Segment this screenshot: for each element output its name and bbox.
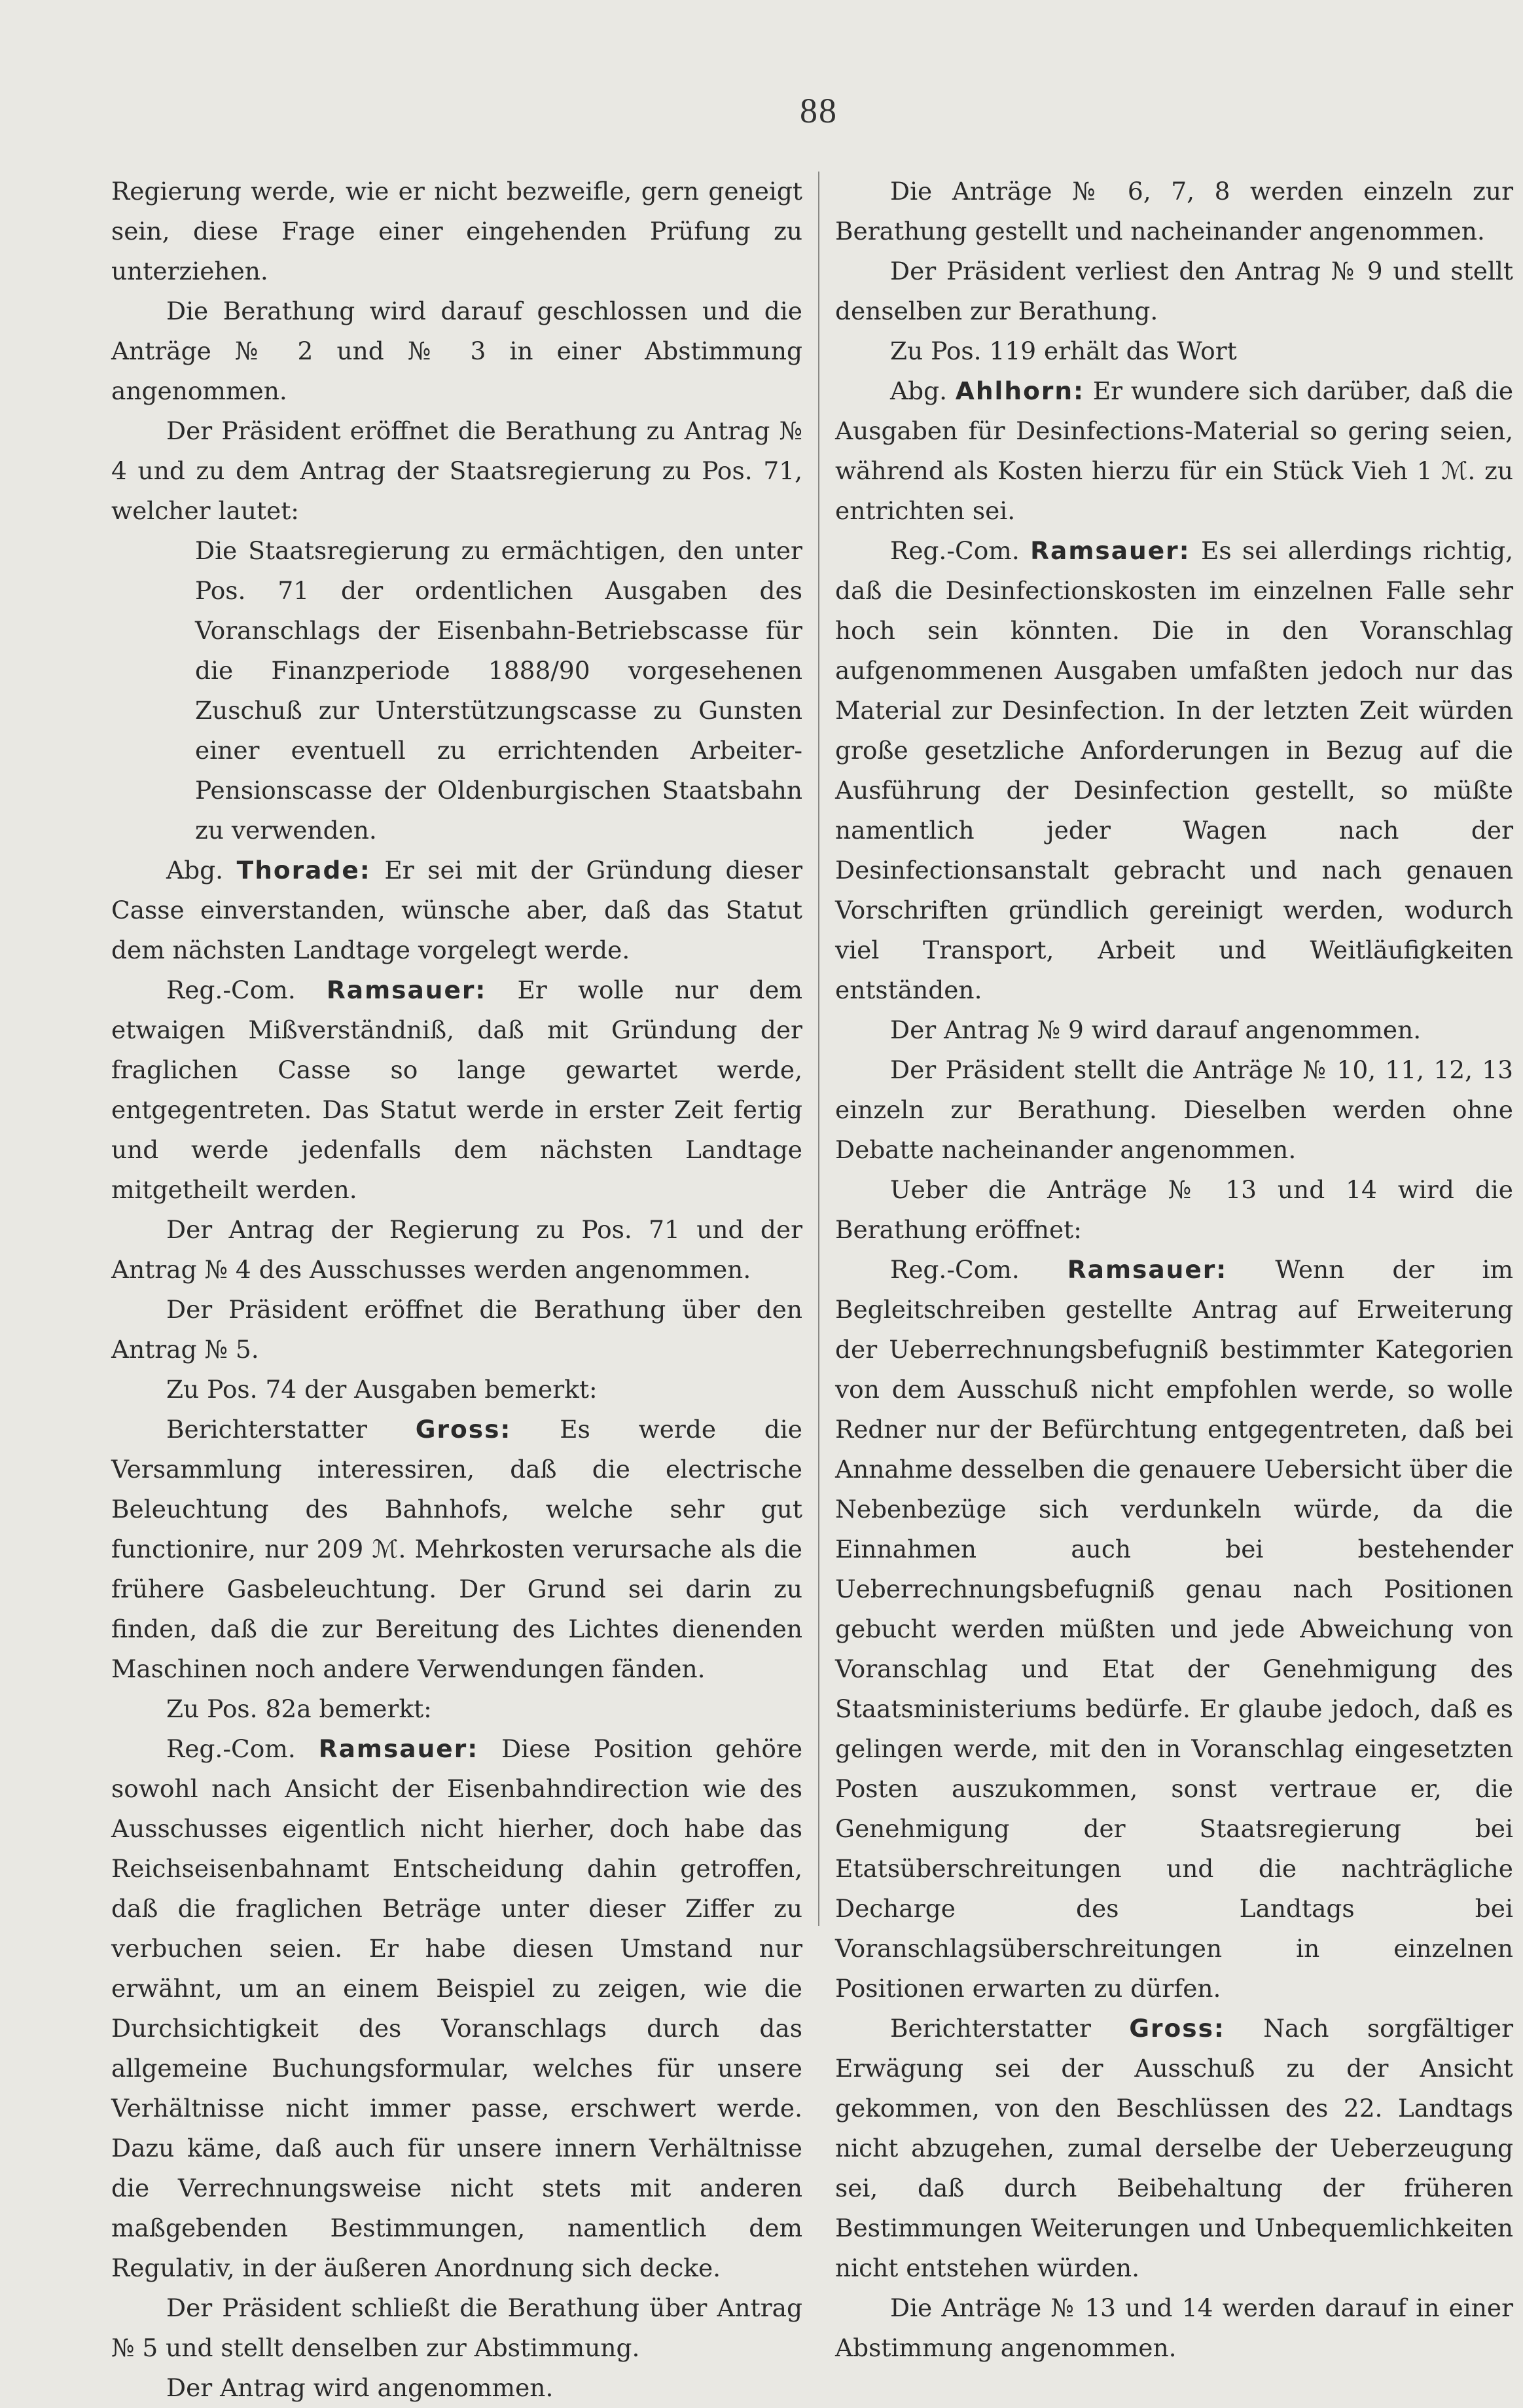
paragraph bbox=[111, 411, 802, 531]
paragraph-text: Ueber die Anträge № 13 und 14 wird die Berathung eröffnet: bbox=[835, 1175, 1513, 1244]
paragraph-text: Zu Pos. 119 erhält das Wort bbox=[890, 337, 1237, 365]
paragraph-text: Der Präsident stellt die Anträge № 10, 11, 12, 13 einzeln zur Berathung. Dieselben werden ohne Debatte nacheinander angenommen. bbox=[835, 1055, 1513, 1164]
speaker-role: Abg. bbox=[166, 856, 224, 885]
speaker-name: Gross: bbox=[1129, 2014, 1225, 2043]
paragraph bbox=[111, 1410, 802, 1689]
paragraph-text: Es sei allerdings richtig, daß die Desinfectionskosten im einzelnen Falle sehr hoch sein könnten. Die in den Voranschlag aufgenommenen Ausgaben umfaßten jedoch nur das Material zur Desinfection. In der letzten Zeit würden große gesetzliche Anforderungen in Bezug auf die Ausführung der Desinfection gestellt, so müßte namentlich jeder Wagen nach der Desinfectionsanstalt gebracht und nach genauen Vorschriften gründlich gereinigt werden, wodurch viel Transport, Arbeit und Weitläufigkeiten entständen. bbox=[835, 536, 1514, 1004]
paragraph-text: Der Präsident eröffnet die Berathung über den Antrag № 5. bbox=[111, 1295, 802, 1364]
paragraph bbox=[835, 371, 1513, 531]
speaker-role: Reg.-Com. bbox=[166, 1734, 296, 1763]
paragraph-text: Der Präsident eröffnet die Berathung zu Antrag № 4 und zu dem Antrag der Staatsregierung zu Pos. 71, welcher lautet: bbox=[111, 416, 802, 525]
paragraph bbox=[111, 1210, 802, 1290]
page-number: 88 bbox=[800, 91, 838, 130]
paragraph-text: Der Präsident verliest den Antrag № 9 und stellt denselben zur Berathung. bbox=[835, 257, 1513, 325]
paragraph-text: Es werde die Versammlung interessiren, daß die electrische Beleuchtung des Bahnhofs, welche sehr gut functionire, nur 209 ℳ. Mehrkosten verursache als die frühere Gasbeleuchtung. Der Grund sei darin zu finden, daß die zur Bereitung des Lichtes dienenden Maschinen noch andere Verwendungen fänden. bbox=[111, 1415, 802, 1683]
right-column bbox=[835, 172, 1513, 2368]
paragraph bbox=[111, 2368, 802, 2408]
paragraph bbox=[111, 2288, 802, 2368]
paragraph-text: Der Präsident schließt die Berathung über Antrag № 5 und stellt denselben zur Abstimmung. bbox=[111, 2293, 802, 2362]
paragraph-text: Wenn der im Begleitschreiben gestellte Antrag auf Erweiterung der Ueberrechnungsbefugniß bestimmter Kategorien von dem Ausschuß nicht empfohlen werde, so wolle Redner nur der Befürchtung entgegentreten, daß bei Annahme desselben die genauere Uebersicht über die Nebenbezüge sich verdunkeln würde, da die Einnahmen auch bei bestehender Ueberrechnungsbefugniß genau nach Positionen gebucht werden müßten und jede Abweichung von Voranschlag und Etat der Genehmigung des Staatsministeriums bedürfe. Er glaube jedoch, daß es gelingen werde, mit den in Voranschlag eingesetzten Posten auszukommen, sonst vertraue er, die Genehmigung der Staatsregierung bei Etatsüberschreitungen und die nachträgliche Decharge des Landtags bei Voranschlagsüberschreitungen in einzelnen Positionen erwarten zu dürfen. bbox=[835, 1255, 1514, 2003]
paragraph bbox=[835, 251, 1513, 331]
speaker-role: Reg.-Com. bbox=[890, 1255, 1020, 1284]
paragraph-text: Er wolle nur dem etwaigen Mißverständniß, daß mit Gründung der fraglichen Casse so lange gewartet werde, entgegentreten. Das Statut werde in erster Zeit fertig und werde jedenfalls dem nächsten Landtage mitgetheilt werden. bbox=[111, 976, 803, 1204]
speaker-name: Ahlhorn: bbox=[955, 376, 1085, 405]
paragraph bbox=[111, 1290, 802, 1370]
paragraph bbox=[835, 531, 1513, 1010]
paragraph bbox=[835, 1010, 1513, 1050]
paragraph bbox=[835, 172, 1513, 251]
paragraph-text: Der Antrag № 9 wird darauf angenommen. bbox=[890, 1015, 1422, 1044]
speaker-name: Thorade: bbox=[236, 856, 371, 885]
paragraph bbox=[111, 1689, 802, 1729]
speaker-name: Ramsauer: bbox=[1030, 536, 1191, 565]
paragraph bbox=[835, 2288, 1513, 2368]
paragraph bbox=[835, 2009, 1513, 2288]
paragraph-text: Zu Pos. 74 der Ausgaben bemerkt: bbox=[166, 1375, 598, 1404]
speaker-role: Reg.-Com. bbox=[890, 536, 1020, 565]
speaker-role: Abg. bbox=[890, 376, 948, 405]
paragraph-text: Die Anträge № 13 und 14 werden darauf in einer Abstimmung angenommen. bbox=[835, 2293, 1513, 2362]
speaker-role: Reg.-Com. bbox=[166, 976, 296, 1004]
paragraph bbox=[111, 970, 802, 1210]
paragraph-text: Der Antrag der Regierung zu Pos. 71 und der Antrag № 4 des Ausschusses werden angenommen. bbox=[111, 1215, 802, 1284]
paragraph-text: Die Anträge № 6, 7, 8 werden einzeln zur Berathung gestellt und nacheinander angenommen. bbox=[835, 177, 1513, 246]
paragraph-text: Der Antrag wird angenommen. bbox=[166, 2373, 554, 2402]
paragraph bbox=[835, 331, 1513, 371]
paragraph-continuation bbox=[111, 172, 802, 291]
paragraph-text: Nach sorgfältiger Erwägung sei der Ausschuß zu der Ansicht gekommen, von den Beschlüssen des 22. Landtags nicht abzugehen, zumal derselbe der Ueberzeugung sei, daß durch Beibehaltung der früheren Bestimmungen Weiterungen und Unbequemlichkeiten nicht entstehen würden. bbox=[835, 2014, 1514, 2282]
quoted-motion bbox=[195, 531, 802, 850]
paragraph bbox=[835, 1050, 1513, 1170]
paragraph-text: Regierung werde, wie er nicht bezweifle, gern geneigt sein, diese Frage einer eingehenden Prüfung zu unterziehen. bbox=[111, 177, 802, 285]
speaker-name: Gross: bbox=[415, 1415, 512, 1444]
speaker-name: Ramsauer: bbox=[318, 1734, 479, 1763]
paragraph-text: Er wundere sich darüber, daß die Ausgaben für Desinfections-Material so gering seien, während als Kosten hierzu für ein Stück Vieh 1 ℳ. zu entrichten sei. bbox=[835, 376, 1514, 525]
paragraph-text: Die Berathung wird darauf geschlossen und die Anträge № 2 und № 3 in einer Abstimmung angenommen. bbox=[111, 297, 802, 405]
paragraph bbox=[111, 1729, 802, 2288]
paragraph bbox=[835, 1250, 1513, 2009]
column-divider bbox=[818, 172, 819, 1926]
paragraph-text: Er sei mit der Gründung dieser Casse einverstanden, wünsche aber, daß das Statut dem nächsten Landtage vorgelegt werde. bbox=[111, 856, 803, 964]
speaker-role: Berichterstatter bbox=[890, 2014, 1091, 2043]
paragraph-text: Zu Pos. 82a bemerkt: bbox=[166, 1694, 432, 1723]
paragraph bbox=[111, 291, 802, 411]
speaker-name: Ramsauer: bbox=[326, 976, 487, 1004]
paragraph bbox=[111, 1370, 802, 1410]
speaker-name: Ramsauer: bbox=[1067, 1255, 1228, 1284]
left-column bbox=[111, 172, 802, 2408]
paragraph bbox=[835, 1170, 1513, 1250]
paragraph-text: Die Staatsregierung zu ermächtigen, den unter Pos. 71 der ordentlichen Ausgaben des Voranschlags der Eisenbahn-Betriebscasse für die Finanzperiode 1888/90 vorgesehenen Zuschuß zur Unterstützungscasse zu Gunsten einer eventuell zu errichtenden Arbeiter-Pensionscasse der Oldenburgischen Staatsbahn zu verwenden. bbox=[195, 536, 802, 845]
paragraph bbox=[111, 850, 802, 970]
speaker-role: Berichterstatter bbox=[166, 1415, 367, 1444]
paragraph-text: Diese Position gehöre sowohl nach Ansicht der Eisenbahndirection wie des Ausschusses eigentlich nicht hierher, doch habe das Reichseisenbahnamt Entscheidung dahin getroffen, daß die fraglichen Beträge unter dieser Ziffer zu verbuchen seien. Er habe diesen Umstand nur erwähnt, um an einem Beispiel zu zeigen, wie die Durchsichtigkeit des Voranschlags durch das allgemeine Buchungsformular, welches für unsere Verhältnisse nicht immer passe, erschwert werde. Dazu käme, daß auch für unsere innern Verhältnisse die Verrechnungsweise nicht stets mit anderen maßgebenden Bestimmungen, namentlich dem Regulativ, in der äußeren Anordnung sich decke. bbox=[111, 1734, 803, 2282]
